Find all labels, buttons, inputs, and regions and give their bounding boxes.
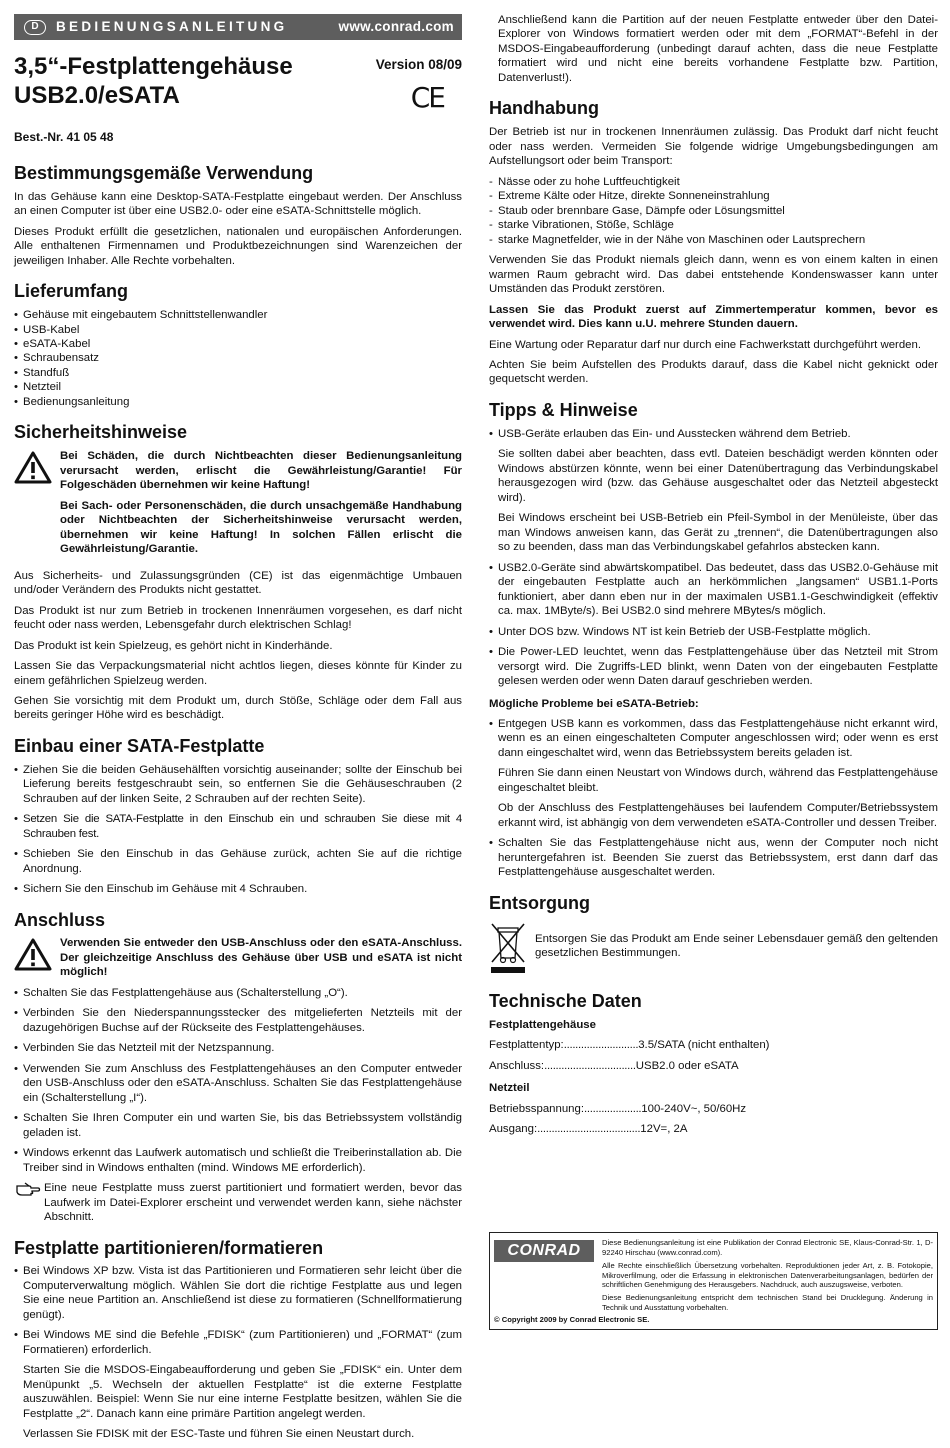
list-item: • Verwenden Sie zum Anschluss des Festplattengehäuses an den Computer entweder den USB-Anschluss oder den eSATA-Anschluss. Schalten Sie das Festplattengehäuse ein (Schalterstellung „I“). [14, 1062, 462, 1105]
heading-lieferumfang: Lieferumfang [14, 281, 129, 302]
delivery-list [14, 308, 462, 409]
list-item: • Schieben Sie den Einschub in das Gehäuse zurück, achten Sie auf die richtige Anordnung. [14, 847, 462, 876]
ce-mark-icon: CE [410, 81, 444, 114]
paragraph: Dieses Produkt erfüllt die gesetzlichen, nationalen und europäischen Anforderungen. Alle enthaltenen Firmennamen und Produktbezeichnungen sind Warenzeichen der jeweiligen Inhaber. Alle Rechte vorbehalten. [14, 225, 462, 267]
tech-dots: ................................ [544, 1059, 636, 1072]
paragraph: Das Produkt ist kein Spielzeug, es gehört nicht in Kinderhände. [14, 639, 333, 652]
list-item: • Schalten Sie das Festplattengehäuse nicht aus, wenn der Computer noch nicht heruntergefahren ist. Beenden Sie zuerst das Betriebssystem, erst dann darf das Festplattengehäuse ausgeschaltet werden. [489, 836, 938, 879]
list-item: - Extreme Kälte oder Hitze, direkte Sonneneinstrahlung [489, 189, 938, 203]
list-item: • Ziehen Sie die beiden Gehäusehälften vorsichtig auseinander; sollte der Einschub bei Lieferung bereits festgeschraubt sein, so entfernen Sie die Gehäuseschrauben (2 Schrauben auf der linken Seite, 2 Schrauben auf der rechten Seite). [14, 763, 462, 806]
heading-sicherheit: Sicherheitshinweise [14, 422, 188, 443]
installation-list [14, 763, 462, 897]
heading-anschluss: Anschluss [14, 909, 106, 930]
paragraph: Sie sollten dabei aber beachten, dass evtl. Dateien beschädigt werden könnten oder Windows abstürzen könnte, wenn bei einer Datenübertragung das Verbindungskabel herausgezogen wird (bzw. das Gehäuse ausgeschaltet oder das Netzteil abgesteckt wird). [498, 448, 938, 504]
esata-list [489, 717, 938, 760]
tech-label: Betriebsspannung: [489, 1102, 584, 1115]
list-item: • Bedienungsanleitung [14, 395, 462, 409]
paragraph: Eine Wartung oder Reparatur darf nur durch eine Fachwerkstatt durchgeführt werden. [489, 338, 922, 351]
list-item: • USB-Kabel [14, 323, 462, 337]
disposal-text: Entsorgen Sie das Produkt am Ende seiner Lebensdauer gemäß den geltenden gesetzlichen Bestimmungen. [535, 932, 938, 960]
list-item: • Unter DOS bzw. Windows NT ist kein Betrieb der USB-Festplatte möglich. [489, 625, 938, 639]
imprint-paragraph: Diese Bedienungsanleitung ist eine Publikation der Conrad Electronic SE, Klaus-Conrad-Str. 1, D-92240 Hirschau (www.conrad.com). [602, 1238, 933, 1257]
heading-einbau: Einbau einer SATA-Festplatte [14, 735, 265, 756]
list-item: • Setzen Sie die SATA-Festplatte in den Einschub ein und schrauben Sie diese mit 4 Schrauben fest. [14, 812, 462, 841]
tech-value: 100-240V~, 50/60Hz [641, 1102, 747, 1115]
left-column [14, 14, 462, 1448]
list-item: - Staub oder brennbare Gase, Dämpfe oder Lösungsmittel [489, 204, 938, 218]
list-item: • eSATA-Kabel [14, 337, 462, 351]
paragraph: Das Produkt ist nur zum Betrieb in trockenen Innenräumen vorgesehen, es darf nicht feucht oder nass werden, Lebensgefahr durch elektrischen Schlag! [14, 604, 462, 632]
tech-value: 12V=, 2A [640, 1123, 688, 1136]
esata-subheading: Mögliche Probleme bei eSATA-Betrieb: [489, 697, 699, 710]
list-item: • USB-Geräte erlauben das Ein- und Ausstecken während dem Betrieb. [489, 427, 938, 441]
copyright: © Copyright 2009 by Conrad Electronic SE. [494, 1315, 650, 1325]
tech-dots: .......................... [563, 1039, 639, 1052]
paragraph: Lassen Sie das Verpackungsmaterial nicht achtlos liegen, dieses könnte für Kinder zu einem gefährlichen Spielzeug werden. [14, 660, 462, 687]
tips-list [489, 427, 938, 441]
list-item: • Schraubensatz [14, 351, 462, 365]
tech-row [489, 1102, 938, 1116]
list-item: • Verbinden Sie den Niederspannungsstecker des mitgelieferten Netzteils mit der dazugehörigen Buchse auf der Rückseite des Festplattengehäuses. [14, 1006, 462, 1035]
list-item: • Netzteil [14, 380, 462, 394]
tech-label: Ausgang: [489, 1123, 538, 1136]
connection-list [14, 986, 462, 1175]
tech-value: USB2.0 oder eSATA [635, 1059, 739, 1072]
title-block [14, 40, 462, 150]
list-item: • Sichern Sie den Einschub im Gehäuse mit 4 Schrauben. [14, 882, 462, 896]
tech-dots: .................... [584, 1102, 642, 1115]
paragraph: Anschließend kann die Partition auf der neuen Festplatte entweder über den Datei-Explorer von Windows formatiert werden oder mit dem „FORMAT“-Befehl in der MSDOS-Eingabeaufforderung (unbedingt darauf achten, dass die neue Festplatte formatiert wird und nicht eine bereits vorhandene Festplatte bzw. Partition, Datenverlust!). [498, 14, 938, 84]
tips-list [489, 561, 938, 689]
paragraph: Aus Sicherheits- und Zulassungsgründen (CE) ist das eigenmächtige Umbauen und/oder Verändern des Produkts nicht gestattet. [14, 569, 462, 597]
warning-paragraph: Bei Sach- oder Personenschäden, die durch unsachgemäße Handhabung oder Nichtbeachten der Sicherheitshinweise verursacht werden, übernehmen wir keine Haftung! In solchen Fällen erlischt die Gewährleistung/Garantie. [60, 499, 462, 556]
list-item: • Die Power-LED leuchtet, wenn das Festplattengehäuse über das Netzteil mit Strom versorgt wird. Die Zugriffs-LED blinkt, wenn Daten von der eingebauten Festplatte gelesen werden oder wenn Daten darauf geschrieben werden. [489, 645, 938, 688]
connection-warning [14, 936, 462, 979]
heading-tipps: Tipps & Hinweise [489, 399, 638, 420]
imprint-paragraph: Diese Bedienungsanleitung entspricht dem technischen Stand bei Drucklegung. Änderung in Technik und Ausstattung vorbehalten. [602, 1293, 933, 1313]
heading-bestimmung: Bestimmungsgemäße Verwendung [14, 163, 314, 183]
order-number: Best.-Nr. 41 05 48 [14, 130, 114, 144]
list-item: • Schalten Sie das Festplattengehäuse aus (Schalterstellung „O“). [14, 986, 462, 1000]
list-item: • Windows erkennt das Laufwerk automatisch und schließt die Treiberinstallation ab. Die Treiber sind in Windows enthalten (mind. Windows ME erforderlich). [14, 1146, 462, 1175]
product-title-line2: USB2.0/eSATA [14, 82, 180, 110]
product-title [14, 52, 354, 111]
list-item: • Entgegen USB kann es vorkommen, dass das Festplattengehäuse nicht erkannt wird, wenn es an einen eingeschalteten Computer angeschlossen wird; oder wenn es erst dann eingeschaltet wird, wenn das Betriebssystem bereits geladen ist. [489, 717, 938, 760]
list-item: • USB2.0-Geräte sind abwärtskompatibel. Das bedeutet, dass das USB2.0-Gehäuse mit der eingebauten Festplatte auch an herkömmlichen „langsamen“ USB1.1-Ports funktioniert, aber dann eben nur in der maximalen USB1.1-Geschwindigkeit (effektiv ca. max. 1MByte/s). Bei USB2.0 sind mehrere MBytes/s möglich. [489, 561, 938, 619]
disposal-block [489, 920, 938, 978]
hand-note [14, 1181, 462, 1224]
header-bar [14, 14, 462, 40]
paragraph: Gehen Sie vorsichtig mit dem Produkt um, durch Stöße, Schläge oder dem Fall aus bereits geringer Höhe wird es beschädigt. [14, 694, 462, 722]
paragraph: Achten Sie beim Aufstellen des Produkts darauf, dass die Kabel nicht geknickt oder gequetscht werden. [489, 359, 938, 386]
hand-note-text: Eine neue Festplatte muss zuerst partitioniert und formatiert werden, bevor das Laufwerk im Datei-Explorer erscheint und verwendet werden kann, siehe nächster Abschnitt. [44, 1182, 462, 1224]
paragraph: In das Gehäuse kann eine Desktop-SATA-Festplatte eingebaut werden. Der Anschluss an einen Computer ist über eine USB2.0- oder eine eSATA-Schnittstelle möglich. [14, 190, 462, 218]
paragraph: Ob der Anschluss des Festplattengehäuses bei laufendem Computer/Betriebssystem erkannt wird, ist abhängig von dem verwendeten eSATA-Controller und dessen Treiber. [498, 802, 938, 829]
list-item: • Verbinden Sie das Netzteil mit der Netzspannung. [14, 1041, 462, 1055]
list-item: • Bei Windows XP bzw. Vista ist das Partitionieren und Formatieren sehr leicht über die Computerverwaltung möglich. Wählen Sie dort die richtige Festplatte aus und legen Sie eine neue Partition an. Anschließend ist diese zu formatieren (Schnellformatierung genügt). [14, 1264, 462, 1322]
website-url: www.conrad.com [338, 19, 454, 35]
warning-triangle-icon [14, 449, 60, 562]
esata-list [489, 836, 938, 879]
list-item: • Standfuß [14, 366, 462, 380]
warning-text: Verwenden Sie entweder den USB-Anschluss oder den eSATA-Anschluss. Der gleichzeitige Anschluss des Gehäuse über USB und eSATA ist nicht möglich! [60, 937, 462, 979]
language-badge: D [24, 20, 46, 35]
tech-label: Festplattentyp: [489, 1039, 564, 1052]
warning-paragraph: Bei Schäden, die durch Nichtbeachten dieser Bedienungsanleitung verursacht werden, erlischt die Gewährleistung/Garantie! Für Folgeschäden übernehmen wir keine Haftung! [60, 450, 462, 492]
tech-row [489, 1038, 938, 1052]
paragraph: Verlassen Sie FDISK mit der ESC-Taste und führen Sie einen Neustart durch. [23, 1428, 415, 1441]
list-item: • Bei Windows ME sind die Befehle „FDISK“ (zum Partitionieren) und „FORMAT“ (zum Formatieren) erforderlich. [14, 1328, 462, 1357]
heading-entsorgung: Entsorgung [489, 892, 590, 913]
tech-row [489, 1059, 938, 1073]
tech-subheading: Festplattengehäuse [489, 1018, 596, 1031]
warning-text [60, 449, 462, 562]
heading-technik: Technische Daten [489, 991, 642, 1012]
partition-list [14, 1264, 462, 1357]
tech-value: 3.5/SATA (nicht enthalten) [638, 1039, 770, 1052]
paragraph: Bei Windows erscheint bei USB-Betrieb ein Pfeil-Symbol in der Menüleiste, über das man Windows anweisen kann, das Gerät zu „trennen“, die Datenübertragungen also so zu beenden, dass man das Verbindungskabel gefahrlos abstecken kann. [498, 512, 938, 554]
version-label: Version 08/09 [375, 57, 462, 72]
right-column [489, 13, 938, 1143]
tech-row [489, 1122, 938, 1136]
list-item: • Gehäuse mit eingebautem Schnittstellenwandler [14, 308, 462, 322]
tech-subheading: Netzteil [489, 1082, 530, 1095]
tech-label: Anschluss: [489, 1059, 545, 1072]
paragraph: Der Betrieb ist nur in trockenen Innenräumen zulässig. Das Produkt darf nicht feucht oder nass werden. Vermeiden Sie folgende widrige Umgebungsbedingungen am Aufstellungsort oder beim Transport: [489, 126, 938, 168]
imprint-box [489, 1232, 938, 1330]
warning-triangle-icon [14, 936, 60, 979]
paragraph: Lassen Sie das Produkt zuerst auf Zimmertemperatur kommen, bevor es verwendet wird. Dies kann u.U. mehrere Stunden dauern. [489, 303, 938, 331]
heading-handhabung: Handhabung [489, 98, 599, 119]
paragraph: Führen Sie dann einen Neustart von Windows durch, während das Festplattengehäuse eingeschaltet bleibt. [498, 767, 938, 794]
imprint-paragraph: Alle Rechte einschließlich Übersetzung vorbehalten. Reproduktionen jeder Art, z. B. Fotokopie, Mikroverfilmung, oder die Erfassung in elektronischen Datenverarbeitungsanlagen, bedürfen der schriftlichen Genehmigung des Herausgebers. Nachdruck, auch auszugsweise, verboten. [602, 1260, 933, 1290]
crossed-bin-icon [489, 920, 535, 978]
pointing-hand-icon [14, 1181, 44, 1224]
conditions-list [489, 175, 938, 247]
paragraph: Starten Sie die MSDOS-Eingabeaufforderung und geben Sie „FDISK“ ein. Unter dem Menüpunkt „5. Wechseln der aktuellen Festplatte“ ist die externe Festplatte auszuwählen. Beispiel: Wenn Sie nur eine interne Festplatte besitzen, wählen Sie die Festplatte „2“. Danach kann eine primäre Partition angelegt werden. [23, 1364, 462, 1420]
imprint-text [602, 1238, 933, 1316]
tech-dots: .................................... [537, 1123, 641, 1136]
heading-partition: Festplatte partitionieren/formatieren [14, 1237, 324, 1258]
list-item: - starke Magnetfelder, wie in der Nähe von Maschinen oder Lautsprechern [489, 233, 938, 247]
paragraph: Verwenden Sie das Produkt niemals gleich dann, wenn es von einem kalten in einen warmen Raum gebracht wird. Das dabei entstehende Kondenswasser kann unter Umständen das Produkt zerstören. [489, 254, 938, 296]
document-type: BEDIENUNGSANLEITUNG [56, 19, 288, 35]
product-title-line1: 3,5“-Festplattengehäuse [14, 53, 293, 80]
safety-warning [14, 449, 462, 562]
list-item: • Schalten Sie Ihren Computer ein und warten Sie, bis das Betriebssystem vollständig geladen ist. [14, 1111, 462, 1140]
conrad-logo: CONRAD [494, 1240, 594, 1262]
list-item: - starke Vibrationen, Stöße, Schläge [489, 218, 938, 232]
list-item: - Nässe oder zu hohe Luftfeuchtigkeit [489, 175, 938, 189]
